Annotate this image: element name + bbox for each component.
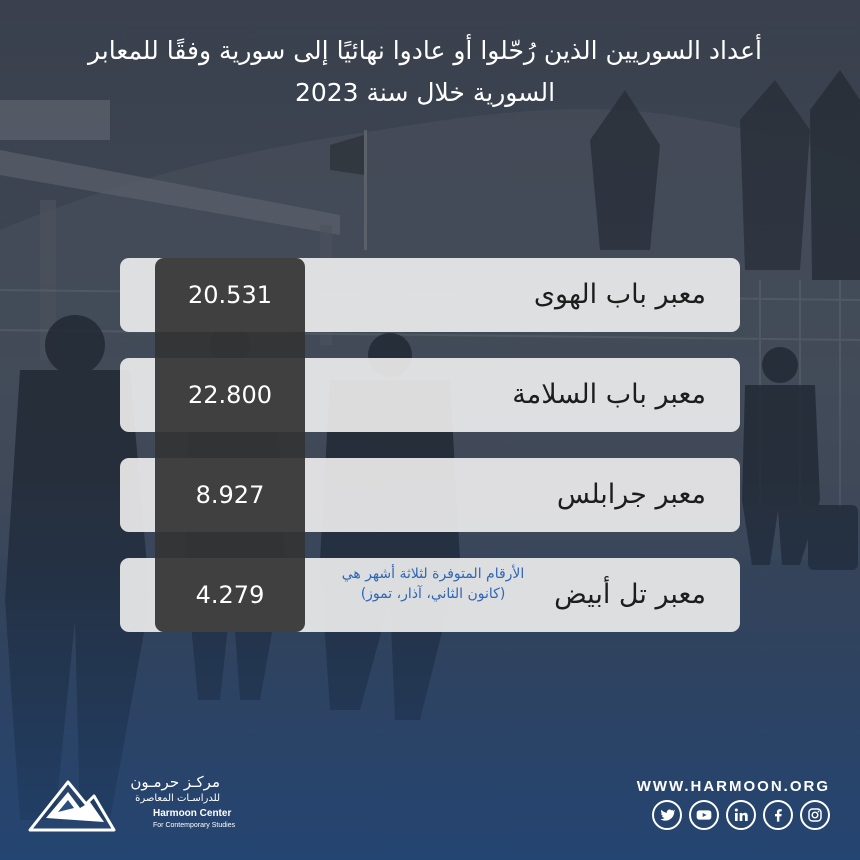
linkedin-icon[interactable]	[726, 800, 756, 830]
logo-english-subtitle: For Contemporary Studies	[153, 822, 236, 829]
title-line-2: السورية خلال سنة 2023	[294, 78, 556, 107]
crossing-label: معبر تل أبيض	[554, 579, 706, 610]
instagram-icon[interactable]	[800, 800, 830, 830]
data-availability-note: الأرقام المتوفرة لثلاثة أشهر هي (كانون الثاني، آذار، تموز)	[341, 566, 525, 602]
logo-arabic-subtitle: للدراسـات المعاصرة	[135, 793, 220, 804]
crossing-value: 20.531	[188, 281, 272, 309]
facebook-icon[interactable]	[763, 800, 793, 830]
crossing-label: معبر باب الهوى	[533, 279, 706, 310]
crossing-value: 4.279	[195, 581, 265, 609]
mountain-logo-icon	[28, 772, 116, 834]
twitter-icon[interactable]	[652, 800, 682, 830]
youtube-icon[interactable]	[689, 800, 719, 830]
logo-arabic-name: مركـز حرمـون	[130, 773, 220, 791]
crossing-label: معبر باب السلامة	[512, 379, 706, 410]
crossing-value: 8.927	[195, 481, 265, 509]
harmoon-logo[interactable]	[28, 772, 236, 836]
title-line-1: أعداد السوريين الذين رُحّلوا أو عادوا نهائيًا إلى سورية وفقًا للمعابر	[88, 36, 762, 65]
crossing-label: معبر جرابلس	[556, 479, 706, 510]
website-link[interactable]: WWW.HARMOON.ORG	[636, 778, 830, 795]
social-links	[652, 800, 830, 832]
logo-english-name: Harmoon Center	[153, 808, 232, 819]
infographic-title	[30, 30, 820, 114]
crossing-value: 22.800	[188, 381, 272, 409]
